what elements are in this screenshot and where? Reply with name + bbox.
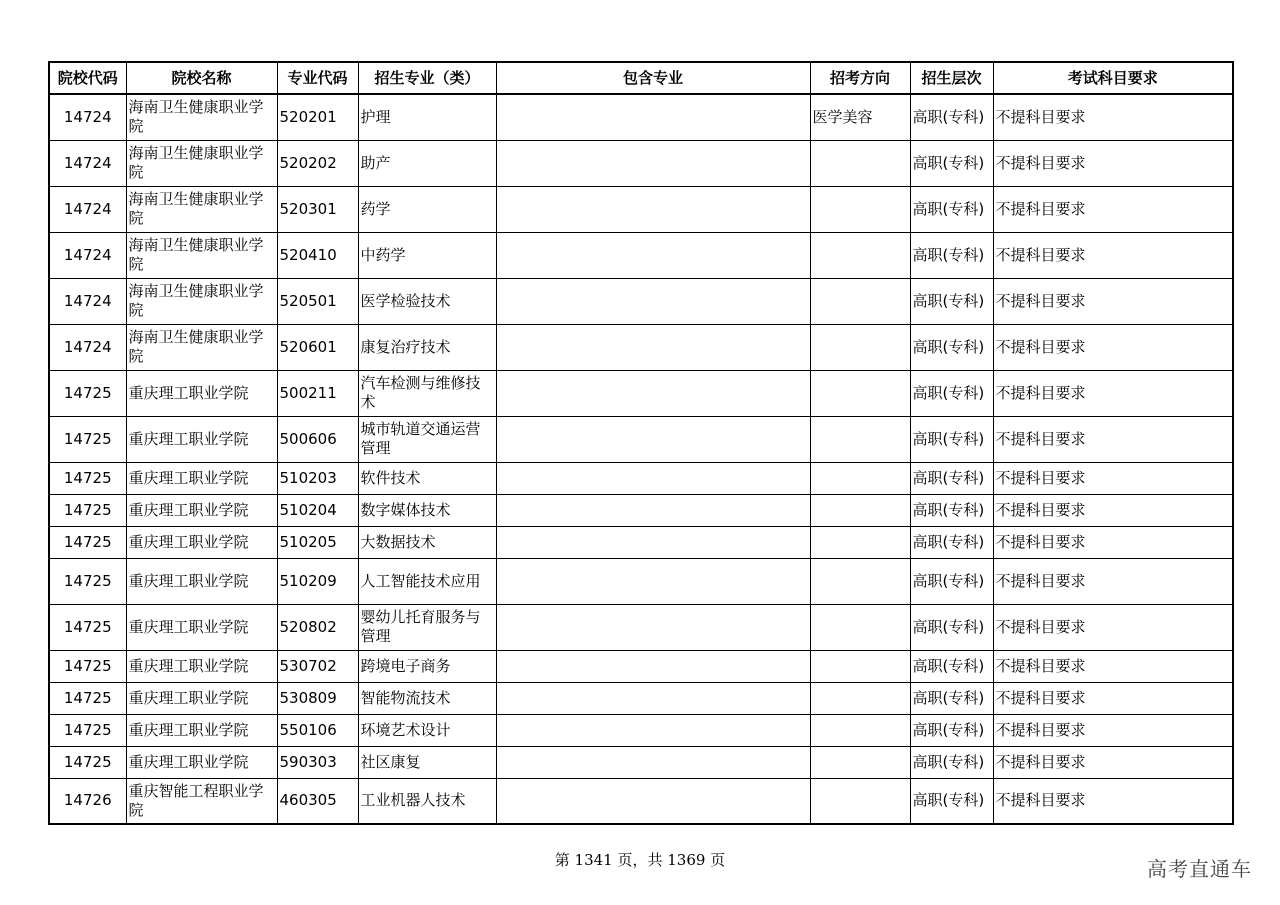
cell-direction xyxy=(810,714,910,746)
cell-school-name: 重庆理工职业学院 xyxy=(126,494,277,526)
cell-school-name: 重庆理工职业学院 xyxy=(126,604,277,650)
cell-included-majors xyxy=(496,232,810,278)
cell-included-majors xyxy=(496,140,810,186)
cell-subject-requirement: 不提科目要求 xyxy=(993,778,1233,824)
cell-school-name: 重庆理工职业学院 xyxy=(126,462,277,494)
cell-level: 高职(专科) xyxy=(910,746,993,778)
cell-school-name: 重庆理工职业学院 xyxy=(126,558,277,604)
cell-major-code: 530809 xyxy=(277,682,358,714)
cell-direction: 医学美容 xyxy=(810,94,910,140)
cell-direction xyxy=(810,324,910,370)
cell-included-majors xyxy=(496,682,810,714)
cell-level: 高职(专科) xyxy=(910,604,993,650)
cell-subject-requirement: 不提科目要求 xyxy=(993,526,1233,558)
cell-school-code: 14725 xyxy=(49,746,126,778)
cell-school-name: 海南卫生健康职业学院 xyxy=(126,94,277,140)
cell-school-name: 海南卫生健康职业学院 xyxy=(126,232,277,278)
table-row xyxy=(49,140,1233,186)
cell-included-majors xyxy=(496,778,810,824)
cell-subject-requirement: 不提科目要求 xyxy=(993,604,1233,650)
cell-subject-requirement: 不提科目要求 xyxy=(993,370,1233,416)
cell-school-name: 海南卫生健康职业学院 xyxy=(126,186,277,232)
cell-major: 药学 xyxy=(358,186,496,232)
cell-major: 跨境电子商务 xyxy=(358,650,496,682)
cell-direction xyxy=(810,650,910,682)
cell-school-name: 海南卫生健康职业学院 xyxy=(126,324,277,370)
table-row xyxy=(49,186,1233,232)
cell-level: 高职(专科) xyxy=(910,558,993,604)
cell-level: 高职(专科) xyxy=(910,370,993,416)
cell-level: 高职(专科) xyxy=(910,416,993,462)
cell-level: 高职(专科) xyxy=(910,526,993,558)
cell-subject-requirement: 不提科目要求 xyxy=(993,650,1233,682)
cell-included-majors xyxy=(496,370,810,416)
cell-major-code: 520601 xyxy=(277,324,358,370)
table-row xyxy=(49,526,1233,558)
cell-level: 高职(专科) xyxy=(910,278,993,324)
cell-school-code: 14724 xyxy=(49,140,126,186)
cell-level: 高职(专科) xyxy=(910,232,993,278)
cell-major-code: 530702 xyxy=(277,650,358,682)
table-row xyxy=(49,416,1233,462)
header-school-name: 院校名称 xyxy=(126,62,277,94)
cell-school-name: 重庆智能工程职业学院 xyxy=(126,778,277,824)
table-row xyxy=(49,604,1233,650)
header-school-code: 院校代码 xyxy=(49,62,126,94)
cell-subject-requirement: 不提科目要求 xyxy=(993,140,1233,186)
cell-direction xyxy=(810,462,910,494)
table-header-row xyxy=(49,62,1233,94)
cell-major: 助产 xyxy=(358,140,496,186)
cell-included-majors xyxy=(496,416,810,462)
cell-level: 高职(专科) xyxy=(910,714,993,746)
table-row xyxy=(49,746,1233,778)
cell-major-code: 510205 xyxy=(277,526,358,558)
cell-subject-requirement: 不提科目要求 xyxy=(993,324,1233,370)
page-number: 第 1341 页，共 1369 页 xyxy=(554,851,726,869)
cell-major: 大数据技术 xyxy=(358,526,496,558)
cell-direction xyxy=(810,494,910,526)
cell-level: 高职(专科) xyxy=(910,324,993,370)
cell-included-majors xyxy=(496,462,810,494)
cell-level: 高职(专科) xyxy=(910,94,993,140)
cell-included-majors xyxy=(496,650,810,682)
cell-school-code: 14725 xyxy=(49,604,126,650)
cell-school-code: 14724 xyxy=(49,186,126,232)
cell-direction xyxy=(810,778,910,824)
cell-major-code: 520501 xyxy=(277,278,358,324)
table-row xyxy=(49,94,1233,140)
cell-school-code: 14725 xyxy=(49,526,126,558)
cell-subject-requirement: 不提科目要求 xyxy=(993,682,1233,714)
cell-subject-requirement: 不提科目要求 xyxy=(993,746,1233,778)
table-row xyxy=(49,682,1233,714)
cell-included-majors xyxy=(496,714,810,746)
cell-major: 数字媒体技术 xyxy=(358,494,496,526)
cell-direction xyxy=(810,682,910,714)
cell-major-code: 520301 xyxy=(277,186,358,232)
header-direction: 招考方向 xyxy=(810,62,910,94)
cell-school-code: 14724 xyxy=(49,94,126,140)
table-row xyxy=(49,494,1233,526)
cell-school-name: 重庆理工职业学院 xyxy=(126,526,277,558)
cell-major-code: 550106 xyxy=(277,714,358,746)
cell-school-name: 海南卫生健康职业学院 xyxy=(126,140,277,186)
cell-level: 高职(专科) xyxy=(910,186,993,232)
cell-school-name: 重庆理工职业学院 xyxy=(126,416,277,462)
cell-major: 康复治疗技术 xyxy=(358,324,496,370)
cell-school-code: 14725 xyxy=(49,494,126,526)
cell-direction xyxy=(810,746,910,778)
cell-major-code: 510204 xyxy=(277,494,358,526)
cell-direction xyxy=(810,416,910,462)
cell-school-name: 重庆理工职业学院 xyxy=(126,370,277,416)
cell-school-code: 14724 xyxy=(49,232,126,278)
cell-direction xyxy=(810,186,910,232)
cell-major: 环境艺术设计 xyxy=(358,714,496,746)
cell-major: 护理 xyxy=(358,94,496,140)
cell-school-code: 14724 xyxy=(49,324,126,370)
cell-subject-requirement: 不提科目要求 xyxy=(993,94,1233,140)
cell-subject-requirement: 不提科目要求 xyxy=(993,714,1233,746)
cell-school-name: 海南卫生健康职业学院 xyxy=(126,278,277,324)
cell-school-code: 14725 xyxy=(49,558,126,604)
cell-school-code: 14725 xyxy=(49,682,126,714)
cell-level: 高职(专科) xyxy=(910,682,993,714)
cell-major: 城市轨道交通运营管理 xyxy=(358,416,496,462)
cell-included-majors xyxy=(496,186,810,232)
watermark-logo: 高考直通车 xyxy=(1147,857,1252,881)
cell-major: 智能物流技术 xyxy=(358,682,496,714)
cell-direction xyxy=(810,278,910,324)
cell-direction xyxy=(810,140,910,186)
cell-direction xyxy=(810,604,910,650)
cell-school-code: 14724 xyxy=(49,278,126,324)
cell-level: 高职(专科) xyxy=(910,462,993,494)
cell-major-code: 520410 xyxy=(277,232,358,278)
cell-major: 人工智能技术应用 xyxy=(358,558,496,604)
cell-school-code: 14725 xyxy=(49,370,126,416)
header-major-code: 专业代码 xyxy=(277,62,358,94)
cell-school-name: 重庆理工职业学院 xyxy=(126,682,277,714)
cell-subject-requirement: 不提科目要求 xyxy=(993,462,1233,494)
table-row xyxy=(49,324,1233,370)
cell-school-name: 重庆理工职业学院 xyxy=(126,714,277,746)
cell-subject-requirement: 不提科目要求 xyxy=(993,494,1233,526)
cell-major-code: 510203 xyxy=(277,462,358,494)
cell-school-code: 14725 xyxy=(49,462,126,494)
cell-major: 社区康复 xyxy=(358,746,496,778)
header-included-majors: 包含专业 xyxy=(496,62,810,94)
table-row xyxy=(49,232,1233,278)
cell-school-name: 重庆理工职业学院 xyxy=(126,650,277,682)
cell-included-majors xyxy=(496,746,810,778)
cell-major-code: 590303 xyxy=(277,746,358,778)
cell-direction xyxy=(810,558,910,604)
cell-included-majors xyxy=(496,324,810,370)
cell-direction xyxy=(810,526,910,558)
cell-subject-requirement: 不提科目要求 xyxy=(993,278,1233,324)
cell-subject-requirement: 不提科目要求 xyxy=(993,558,1233,604)
cell-direction xyxy=(810,370,910,416)
cell-major: 汽车检测与维修技术 xyxy=(358,370,496,416)
cell-included-majors xyxy=(496,494,810,526)
table-row xyxy=(49,278,1233,324)
cell-school-code: 14726 xyxy=(49,778,126,824)
cell-major-code: 520202 xyxy=(277,140,358,186)
cell-subject-requirement: 不提科目要求 xyxy=(993,232,1233,278)
cell-included-majors xyxy=(496,558,810,604)
cell-subject-requirement: 不提科目要求 xyxy=(993,186,1233,232)
cell-major: 工业机器人技术 xyxy=(358,778,496,824)
header-level: 招生层次 xyxy=(910,62,993,94)
table-row xyxy=(49,558,1233,604)
cell-level: 高职(专科) xyxy=(910,494,993,526)
cell-level: 高职(专科) xyxy=(910,778,993,824)
cell-major-code: 460305 xyxy=(277,778,358,824)
cell-included-majors xyxy=(496,94,810,140)
cell-included-majors xyxy=(496,604,810,650)
cell-major: 医学检验技术 xyxy=(358,278,496,324)
cell-subject-requirement: 不提科目要求 xyxy=(993,416,1233,462)
cell-major-code: 500606 xyxy=(277,416,358,462)
cell-major-code: 510209 xyxy=(277,558,358,604)
table-row xyxy=(49,714,1233,746)
cell-major: 软件技术 xyxy=(358,462,496,494)
cell-major-code: 520201 xyxy=(277,94,358,140)
cell-major-code: 520802 xyxy=(277,604,358,650)
cell-school-code: 14725 xyxy=(49,650,126,682)
cell-direction xyxy=(810,232,910,278)
table-row xyxy=(49,370,1233,416)
table-row xyxy=(49,650,1233,682)
admissions-table xyxy=(48,61,1234,825)
cell-included-majors xyxy=(496,526,810,558)
cell-level: 高职(专科) xyxy=(910,650,993,682)
cell-school-code: 14725 xyxy=(49,416,126,462)
cell-included-majors xyxy=(496,278,810,324)
header-major: 招生专业（类） xyxy=(358,62,496,94)
table-row xyxy=(49,778,1233,824)
cell-major: 中药学 xyxy=(358,232,496,278)
table-row xyxy=(49,462,1233,494)
table-body xyxy=(49,94,1233,824)
cell-school-code: 14725 xyxy=(49,714,126,746)
header-subject-requirement: 考试科目要求 xyxy=(993,62,1233,94)
cell-major: 婴幼儿托育服务与管理 xyxy=(358,604,496,650)
cell-major-code: 500211 xyxy=(277,370,358,416)
cell-school-name: 重庆理工职业学院 xyxy=(126,746,277,778)
cell-level: 高职(专科) xyxy=(910,140,993,186)
